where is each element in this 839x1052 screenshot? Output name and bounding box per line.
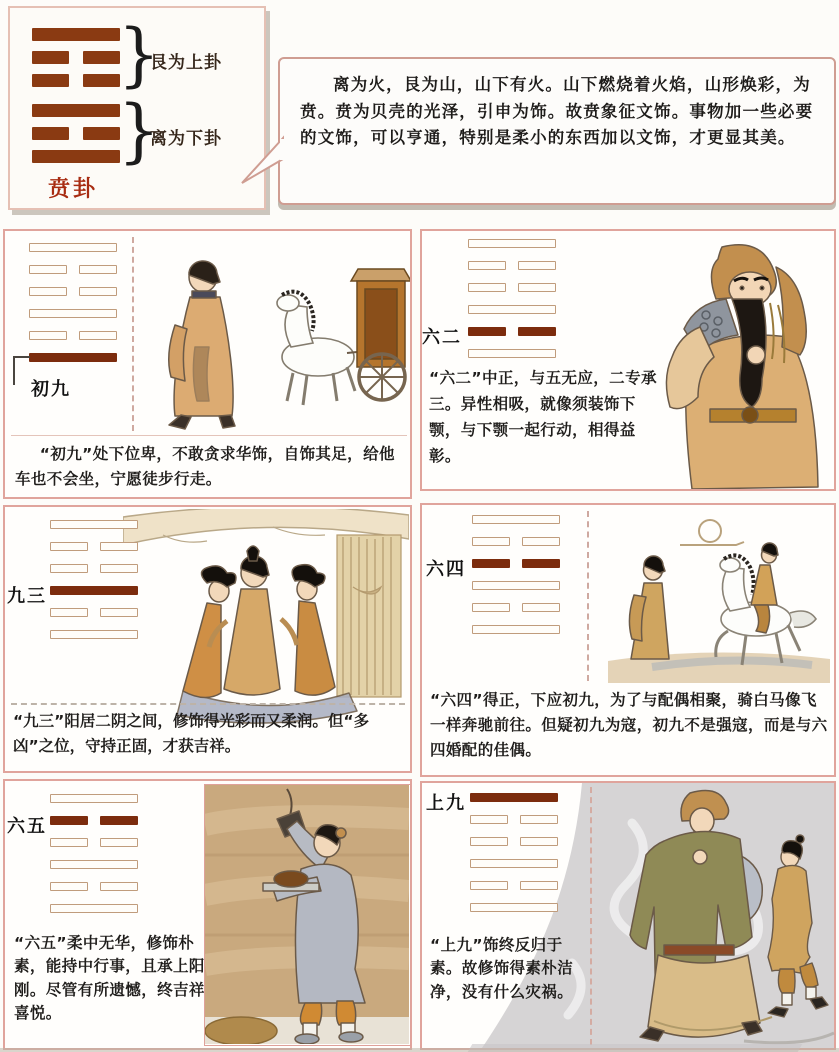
line-label: 初九 <box>31 379 71 400</box>
hexagram-summary-box <box>8 6 266 210</box>
panel-divider <box>132 237 134 431</box>
panel-line-1-chujiu <box>3 229 412 499</box>
intro-text: 离为火，艮为山，山下有火。山下燃烧着火焰，山形焕彩，为贲。贲为贝壳的光泽，引申为饰。故贲象征文饰。事物加一些必要的文饰，可以亨通，特别是柔小的东西加以文饰，才更显其美。 <box>300 75 814 148</box>
line-pointer-connector <box>13 356 30 385</box>
illustration-man-horse-carriage <box>135 235 410 433</box>
upper-trigram-diagram <box>32 28 120 97</box>
panel-line-5-liuwu <box>3 779 412 1050</box>
panel-caption: “上九”饰终反归于素。故修饰得素朴洁净，没有什么灾祸。 <box>430 936 574 1001</box>
line-label: 六二 <box>422 327 462 348</box>
lower-trigram-diagram <box>32 104 120 173</box>
panel-caption: “六四”得正，下应初九，为了与配偶相聚，骑白马像飞一样奔驰前往。但疑初九为寇，初九不是强寇，而是与六四婚配的佳偶。 <box>430 691 828 760</box>
illustration-canopy-scene <box>123 509 409 725</box>
upper-trigram-label: 艮为上卦 <box>150 53 222 73</box>
illustration-elder-and-youth <box>594 783 836 1051</box>
illustration-white-horse-rider <box>592 509 834 683</box>
line-label: 六四 <box>426 559 466 580</box>
hexagram-diagram <box>29 243 117 375</box>
lower-trigram-brace: } <box>118 90 160 171</box>
page-bottom-edge <box>0 1048 839 1052</box>
speech-bubble-tail <box>240 135 284 187</box>
panel-caption: “六二”中正，与五无应，二专承三。异性相吸，就像须装饰下颚，与下颚一起行动，相得益彰。 <box>429 369 657 466</box>
intro-speech-bubble <box>278 57 836 205</box>
panel-caption: “六五”柔中无华，修饰朴素，能持中行事，且承上阳刚。尽管有所遗憾，终吉祥喜悦。 <box>14 934 205 1022</box>
hexagram-diagram <box>472 515 560 647</box>
hexagram-diagram <box>468 239 556 371</box>
lower-trigram-label: 离为下卦 <box>150 129 222 149</box>
hexagram-diagram <box>470 793 558 925</box>
hexagram-name: 贲卦 <box>48 177 99 202</box>
caption-divider <box>11 435 407 436</box>
illustration-man-offering-tray <box>205 785 409 1044</box>
panel-line-6-shangjiu <box>420 781 836 1050</box>
line-label: 六五 <box>7 816 47 837</box>
panel-line-4-liusi <box>420 503 836 777</box>
illustration-bearded-man <box>658 233 834 489</box>
hexagram-diagram <box>50 520 138 652</box>
illustration-frame <box>204 784 411 1046</box>
upper-trigram-brace: } <box>118 14 160 95</box>
line-label: 九三 <box>7 586 47 607</box>
panel-caption: “九三”阳居二阴之间，修饰得光彩而又柔润。但“多凶”之位，守持正固，才获吉祥。 <box>13 712 370 756</box>
line-label: 上九 <box>426 793 466 814</box>
panel-caption: “初九”处下位卑，不敢贪求华饰，自饰其足，给他车也不会坐，宁愿徒步行走。 <box>15 445 395 489</box>
panel-line-3-jiusan <box>3 505 412 773</box>
panel-divider <box>587 511 589 681</box>
caption-divider <box>11 703 405 705</box>
panel-divider <box>590 787 592 1045</box>
panel-line-2-liuer <box>420 229 836 491</box>
hexagram-diagram <box>50 794 138 926</box>
